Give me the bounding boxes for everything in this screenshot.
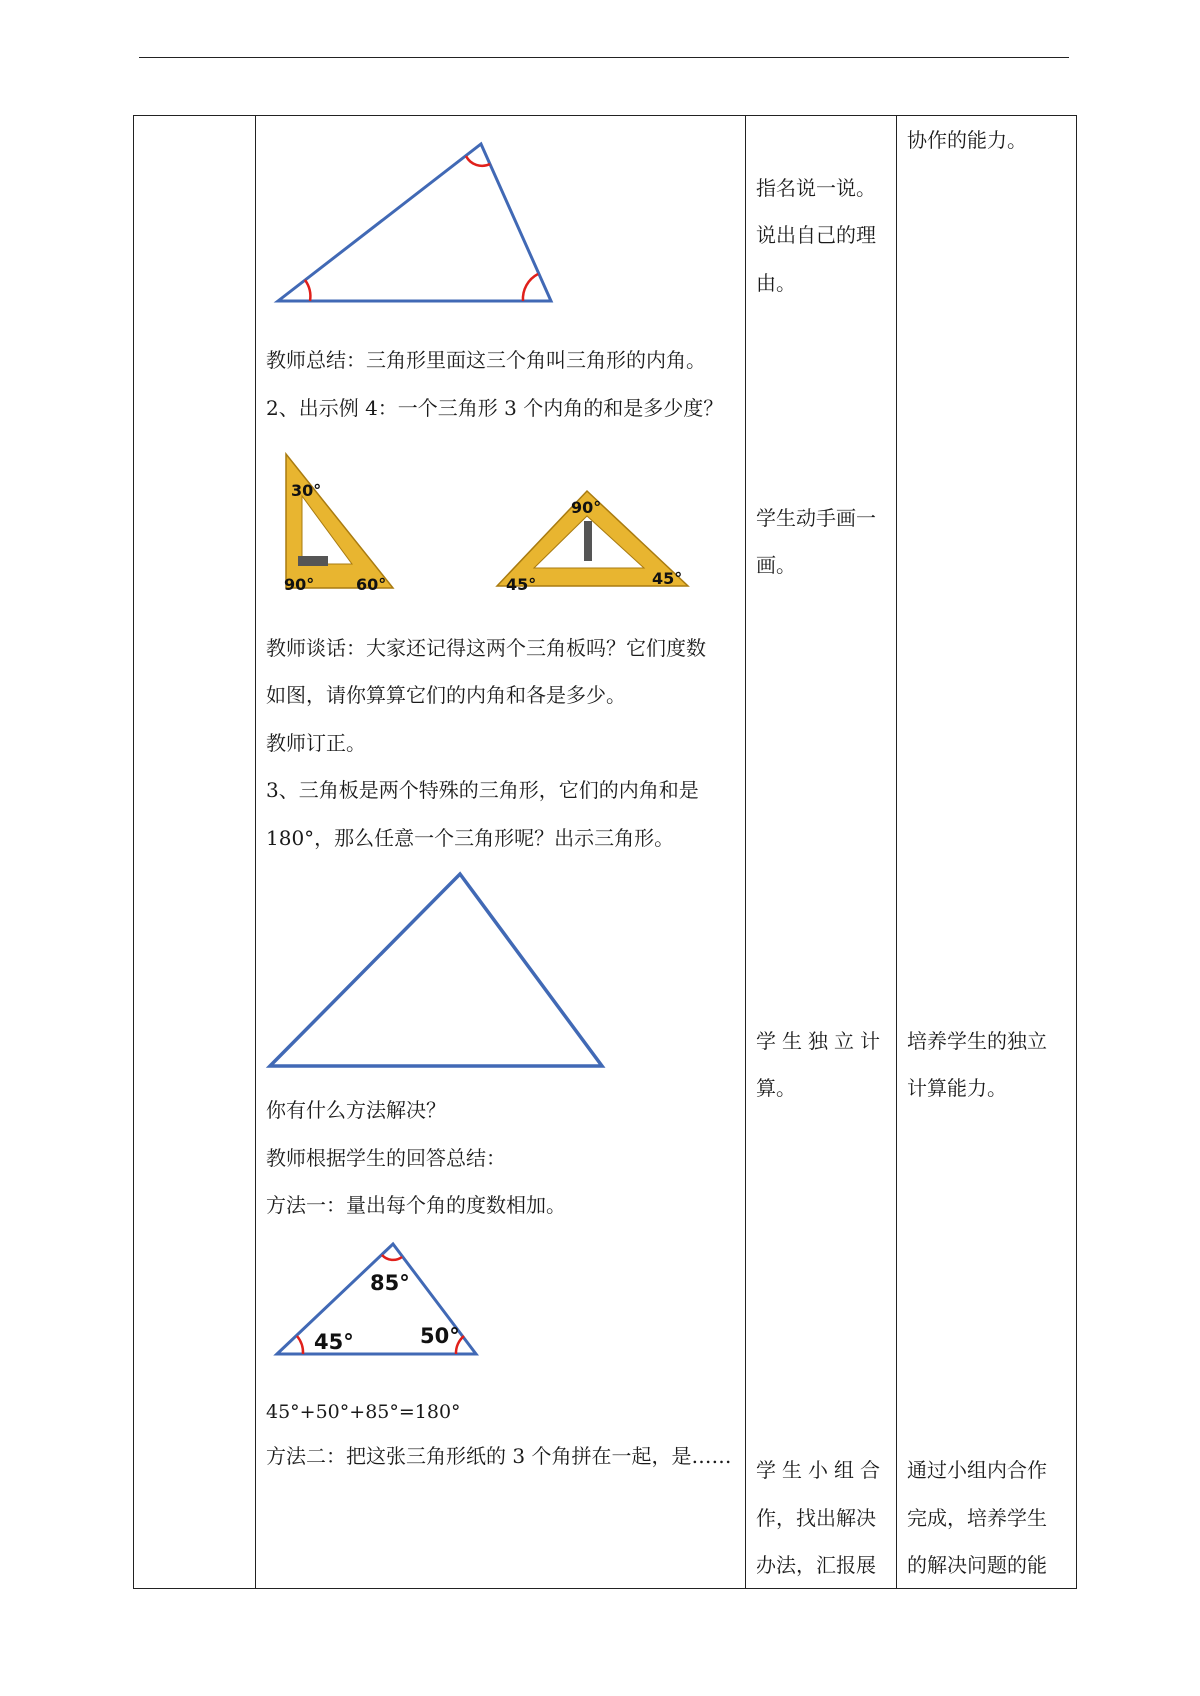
design-intent-1: 协作的能力。 — [907, 128, 1027, 152]
student-activity-3b: 算。 — [756, 1076, 796, 1100]
angle-label-30: 30° — [291, 481, 322, 500]
angle-label-90: 90° — [284, 575, 315, 594]
lesson-table — [133, 115, 1077, 1589]
student-activity-2b: 画。 — [756, 553, 796, 577]
student-activity-1c: 由。 — [756, 271, 796, 295]
teacher-summary-2: 教师根据学生的回答总结： — [266, 1146, 506, 1170]
measured-triangle — [134, 116, 746, 1366]
design-intent-3a: 通过小组内合作 — [907, 1458, 1047, 1482]
teacher-talk-line1: 教师谈话：大家还记得这两个三角板吗？它们度数 — [266, 636, 706, 660]
angle-sum-equation: 45°+50°+85°=180° — [266, 1401, 461, 1423]
angle-label-50: 50° — [420, 1324, 460, 1348]
angle-label-45-right: 45° — [652, 569, 683, 588]
teacher-talk-line2: 如图，请你算算它们的内角和各是多少。 — [266, 683, 626, 707]
design-intent-2b: 计算能力。 — [907, 1076, 1007, 1100]
method-question: 你有什么方法解决？ — [266, 1098, 446, 1122]
student-activity-4c: 办法，汇报展 — [756, 1553, 876, 1577]
angle-label-60: 60° — [356, 575, 387, 594]
student-activity-4b: 作，找出解决 — [756, 1506, 876, 1530]
student-activity-1b: 说出自己的理 — [756, 223, 876, 247]
item-3-line1: 3、三角板是两个特殊的三角形，它们的内角和是 — [266, 778, 699, 802]
student-activity-3a: 学生独立计 — [756, 1029, 886, 1053]
example-4-question: 2、出示例 4：一个三角形 3 个内角的和是多少度？ — [266, 396, 724, 420]
angle-label-45-left: 45° — [506, 575, 537, 594]
teacher-correct: 教师订正。 — [266, 731, 366, 755]
design-intent-3c: 的解决问题的能 — [907, 1553, 1047, 1577]
student-activity-2a: 学生动手画一 — [756, 506, 876, 530]
item-3-line2: 180°，那么任意一个三角形呢？出示三角形。 — [266, 826, 675, 850]
angle-label-90-right: 90° — [571, 498, 602, 517]
student-activity-1a: 指名说一说。 — [756, 176, 876, 200]
teacher-summary: 教师总结：三角形里面这三个角叫三角形的内角。 — [266, 348, 706, 372]
method-1: 方法一：量出每个角的度数相加。 — [266, 1193, 566, 1217]
header-rule — [139, 57, 1069, 58]
angle-label-45-measured: 45° — [314, 1330, 354, 1354]
method-2: 方法二：把这张三角形纸的 3 个角拼在一起，是…… — [266, 1444, 732, 1468]
design-intent-3b: 完成，培养学生 — [907, 1506, 1047, 1530]
student-activity-4a: 学生小组合 — [756, 1458, 886, 1482]
design-intent-2a: 培养学生的独立 — [907, 1029, 1047, 1053]
angle-label-85: 85° — [370, 1271, 410, 1295]
column-divider-3 — [896, 116, 897, 1588]
